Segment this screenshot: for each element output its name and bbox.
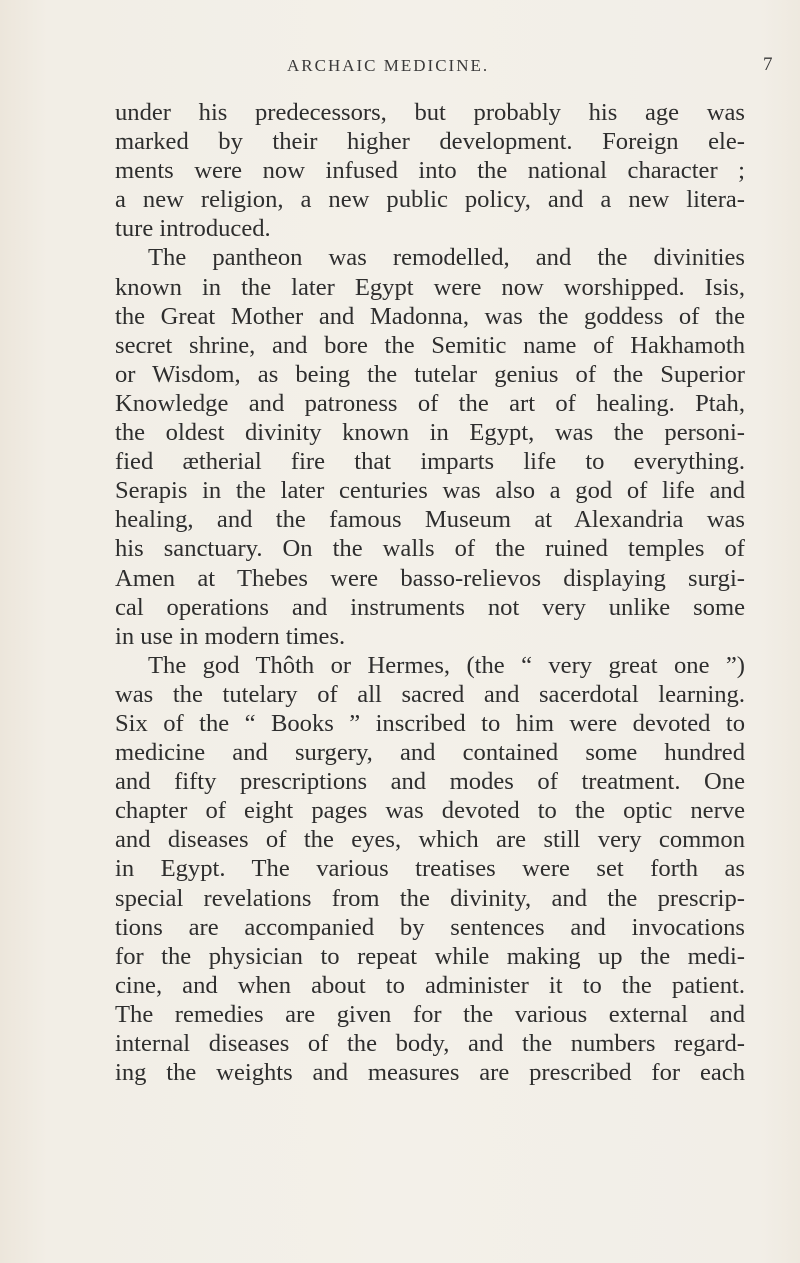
text-line: ments were now infused into the national character ; <box>115 157 745 185</box>
text-line: Six of the “ Books ” inscribed to him were devoted to <box>115 709 745 737</box>
text-line: in use in modern times. <box>115 622 346 650</box>
text-line: secret shrine, and bore the Semitic name of Hakhamoth <box>115 331 745 359</box>
text-line: in Egypt. The various treatises were set forth as <box>115 855 745 883</box>
text-line: internal diseases of the body, and the numbers regard- <box>115 1030 745 1057</box>
text-line: chapter of eight pages was devoted to the optic nerve <box>115 797 745 825</box>
text-line: tions are accompanied by sentences and invocations <box>115 913 745 941</box>
text-line: marked by their higher development. Foreign ele- <box>115 128 745 156</box>
text-line: and diseases of the eyes, which are still very common <box>115 826 745 854</box>
text-line: under his predecessors, but probably his age was <box>115 99 745 126</box>
page-number: 7 <box>763 54 773 75</box>
text-line: or Wisdom, as being the tutelar genius of the Superior <box>115 360 745 388</box>
text-line: for the physician to repeat while making up the medi- <box>115 942 745 970</box>
text-line: The god Thôth or Hermes, (the “ very great one ”) <box>148 651 745 679</box>
text-line: known in the later Egypt were now worshipped. Isis, <box>115 273 745 301</box>
body-text <box>115 98 745 1087</box>
text-line: his sanctuary. On the walls of the ruined temples of <box>115 535 745 563</box>
text-line: the Great Mother and Madonna, was the goddess of the <box>115 302 745 330</box>
text-line: healing, and the famous Museum at Alexandria was <box>115 506 745 534</box>
text-line: medicine and surgery, and contained some hundred <box>115 739 745 767</box>
text-line: cal operations and instruments not very unlike some <box>115 593 745 621</box>
text-line: The pantheon was remodelled, and the divinities <box>148 244 745 272</box>
text-line: fied ætherial fire that imparts life to everything. <box>115 448 745 476</box>
text-line: ing the weights and measures are prescribed for each <box>115 1059 745 1087</box>
text-line: Amen at Thebes were basso-relievos displaying surgi- <box>115 564 745 592</box>
text-line: the oldest divinity known in Egypt, was the personi- <box>115 419 745 447</box>
text-line: special revelations from the divinity, and the prescrip- <box>115 884 745 912</box>
text-line: Serapis in the later centuries was also a god of life and <box>115 477 745 505</box>
text-line: Knowledge and patroness of the art of healing. Ptah, <box>115 389 745 417</box>
running-header: ARCHAIC MEDICINE. <box>287 56 490 75</box>
text-line: ture introduced. <box>115 215 271 243</box>
text-line: was the tutelary of all sacred and sacerdotal learning. <box>115 680 745 708</box>
text-line: a new religion, a new public policy, and a new litera- <box>115 186 745 214</box>
text-line: and fifty prescriptions and modes of treatment. One <box>115 768 745 796</box>
text-line: The remedies are given for the various external and <box>115 1000 745 1028</box>
text-line: cine, and when about to administer it to the patient. <box>115 971 745 999</box>
